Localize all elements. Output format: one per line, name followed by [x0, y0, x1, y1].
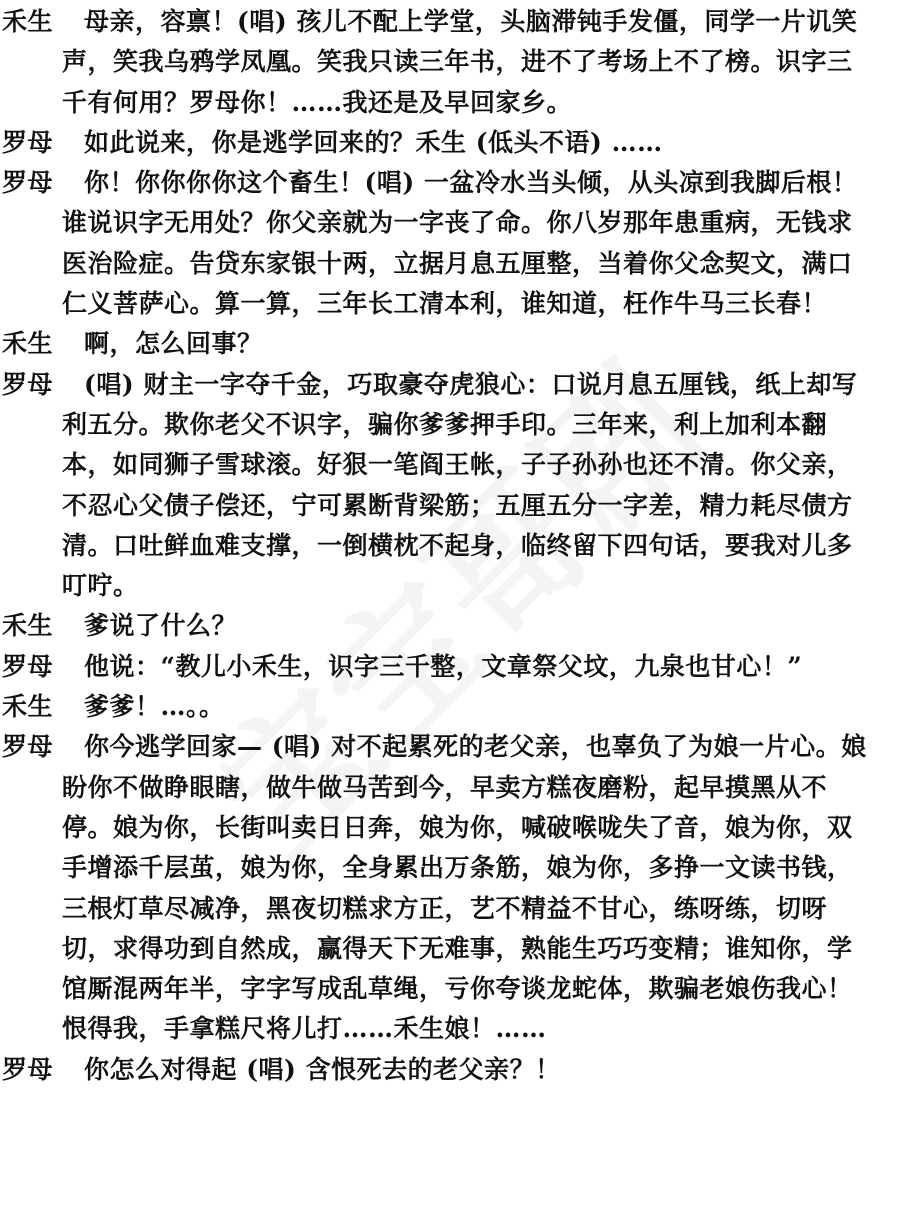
dialogue-text: 你！你你你你这个畜生！(唱) 一盆冷水当头倾，从头凉到我脚后根！谁说识字无用处？你父亲就为一字丧了命。你八岁那年患重病，无钱求医治险症。告贷东家银十两，立据月息五厘整，当着你父念契文，满口仁义菩萨心。算一算，三年长工清本利，谁知道，枉作牛马三长春！	[62, 168, 858, 319]
speaker-name: 罗母	[2, 1054, 54, 1084]
speaker-name: 罗母	[2, 651, 54, 681]
dialogue-line	[0, 1050, 900, 1090]
dialogue-text: 你今逃学回家— (唱) 对不起累死的老父亲，也辜负了为娘一片心。娘盼你不做睁眼瞎，做牛做马苦到今，早卖方糕夜磨粉，起早摸黑从不停。娘为你，长街叫卖日日奔，娘为你，喊破喉咙失了音，娘为你，双手增添千层茧，娘为你，全身累出万条筋，娘为你，多挣一文读书钱，三根灯草尽减净，黑夜切糕求方正，艺不精益不甘心，练呀练，切呀切，求得功到自然成，赢得天下无难事，熟能生巧巧变精；谁知你，学馆厮混两年半，字字写成乱草绳，亏你夸谈龙蛇体，欺骗老娘伤我心！恨得我，手拿糕尺将儿打……禾生娘！……	[62, 732, 867, 1044]
dialogue-text: 爹爹！…。。	[84, 692, 225, 722]
dialogue-text: 他说：“教儿小禾生，识字三千整，文章祭父坟，九泉也甘心！”	[84, 651, 803, 681]
dialogue-line	[0, 647, 900, 687]
dialogue-text: 啊，怎么回事？	[84, 329, 263, 359]
dialogue-line	[0, 163, 900, 324]
speaker-name: 罗母	[2, 369, 54, 399]
dialogue-line	[0, 123, 900, 163]
dialogue-text: 爹说了什么？	[84, 611, 238, 641]
dialogue-line	[0, 365, 900, 607]
speaker-name: 禾生	[2, 329, 54, 359]
dialogue-text: 如此说来，你是逃学回来的？禾生 (低头不语) ……	[84, 127, 663, 157]
speaker-name: 罗母	[2, 168, 54, 198]
speaker-name: 禾生	[2, 7, 54, 36]
speaker-name: 禾生	[2, 611, 54, 641]
dialogue-line	[0, 687, 900, 727]
speaker-name: 禾生	[2, 692, 54, 722]
speaker-name: 罗母	[2, 127, 54, 157]
dialogue-text: 母亲，容禀！(唱) 孩儿不配上学堂，头脑滞钝手发僵，同学一片讥笑声，笑我乌鸦学凤凰。笑我只读三年书，进不了考场上不了榜。识字三千有何用？罗母你！……我还是及早回家乡。	[62, 7, 858, 117]
dialogue-line	[0, 2, 900, 123]
speaker-name: 罗母	[2, 732, 54, 762]
dialogue-line	[0, 606, 900, 646]
dialogue-line	[0, 324, 900, 364]
dialogue-line	[0, 727, 900, 1049]
dialogue-text: (唱) 财主一字夺千金，巧取豪夺虎狼心：口说月息五厘钱，纸上却写利五分。欺你老父不识字，骗你爹爹押手印。三年来，利上加利本翻本，如同狮子雪球滚。好狠一笔阎王帐，子子孙孙也还不清。你父亲，不忍心父债子偿还，宁可累断背梁筋；五厘五分一字差，精力耗尽债方清。口吐鲜血难支撑，一倒横枕不起身，临终留下四句话，要我对儿多叮咛。	[62, 369, 858, 601]
dialogue-text: 你怎么对得起 (唱) 含恨死去的老父亲？！	[84, 1054, 561, 1084]
